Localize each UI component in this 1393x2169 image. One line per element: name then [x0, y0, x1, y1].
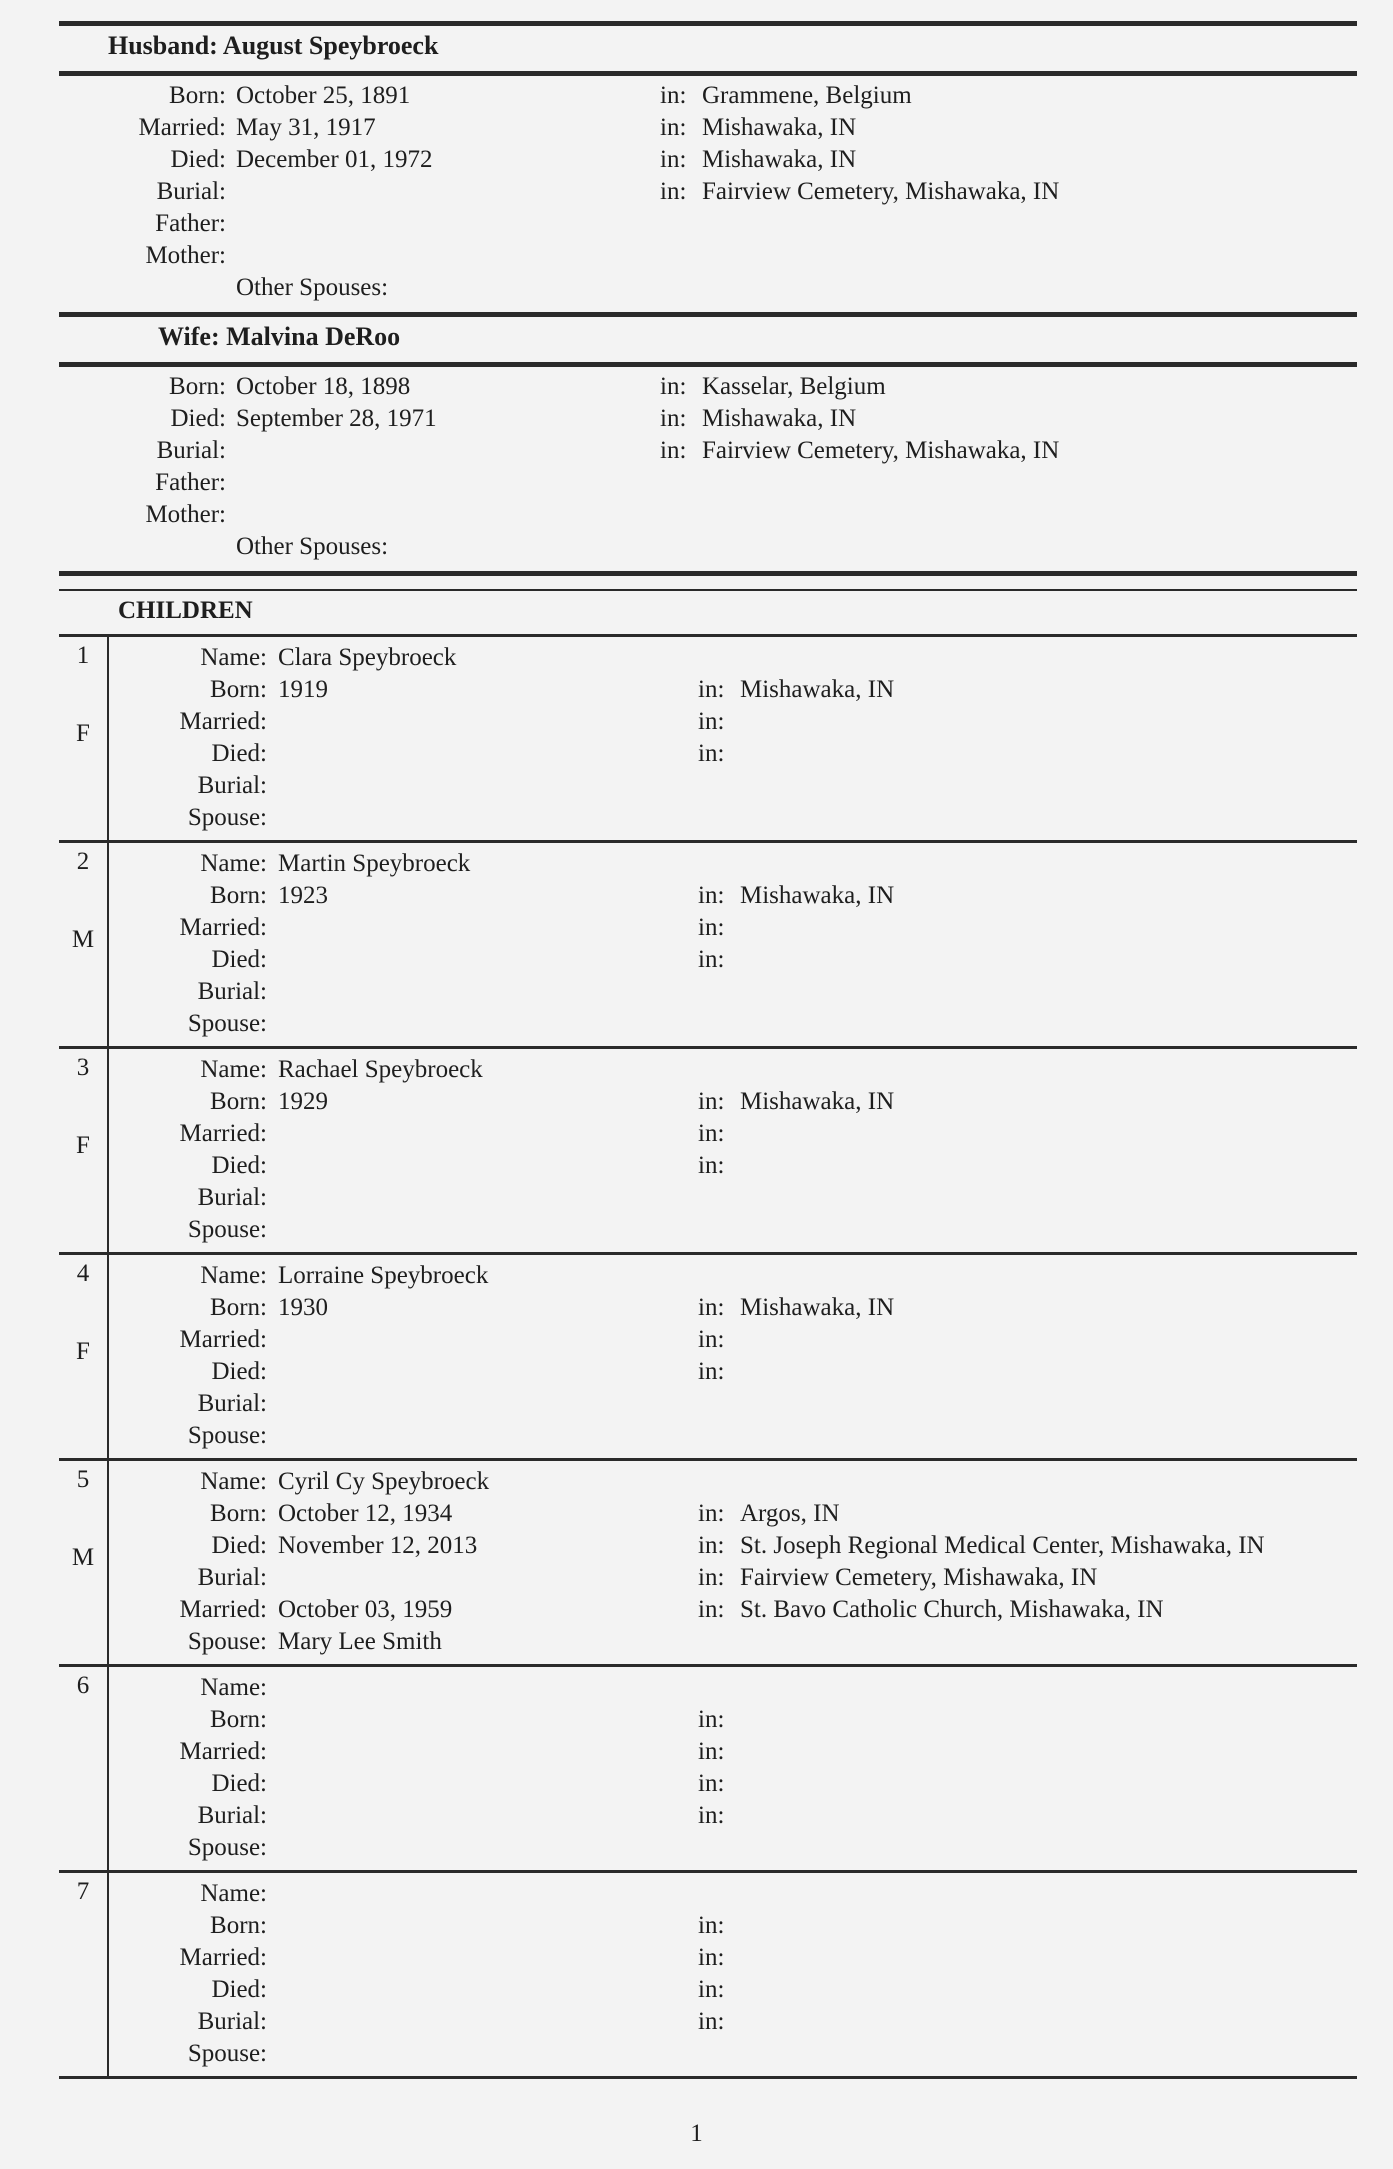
- husband-row-label: Burial:: [156, 178, 226, 205]
- child-row-in: in:: [698, 1358, 725, 1385]
- child-row-in: in:: [698, 1802, 725, 1829]
- child-row: [0, 1260, 1393, 1292]
- child-row: [0, 1832, 1393, 1864]
- child-row-place: Argos, IN: [740, 1500, 840, 1527]
- wife-row-label: Mother:: [145, 501, 226, 528]
- child-sex: M: [71, 926, 95, 953]
- husband-row-label: Died:: [170, 146, 226, 173]
- child-row: [0, 1466, 1393, 1498]
- child-row-value: 1929: [278, 1088, 328, 1115]
- child-row-place: St. Joseph Regional Medical Center, Mishawaka, IN: [740, 1532, 1265, 1559]
- child-row-in: in:: [698, 1564, 725, 1591]
- husband-row: [0, 208, 1393, 240]
- child-row-in: in:: [698, 708, 725, 735]
- child-row: [0, 1626, 1393, 1658]
- child-row-label: Born:: [210, 1088, 267, 1115]
- child-row-label: Name:: [200, 1880, 267, 1907]
- wife-row-place: Mishawaka, IN: [702, 405, 857, 432]
- wife-row-in: in:: [660, 405, 687, 432]
- child-row-in: in:: [698, 1944, 725, 1971]
- child-row-label: Spouse:: [187, 1216, 267, 1243]
- child-sex: F: [76, 1132, 90, 1159]
- child-row: [0, 706, 1393, 738]
- child-row-in: in:: [698, 1912, 725, 1939]
- child-sex: F: [76, 1338, 90, 1365]
- child-row-label: Burial:: [197, 1184, 267, 1211]
- child-row: [0, 1800, 1393, 1832]
- wife-row-label: Father:: [155, 469, 226, 496]
- child-row: [0, 1878, 1393, 1910]
- child-row: [0, 1118, 1393, 1150]
- child-row-label: Spouse:: [187, 2040, 267, 2067]
- child-row-in: in:: [698, 1596, 725, 1623]
- child-row: [0, 1768, 1393, 1800]
- child-row-label: Born:: [210, 676, 267, 703]
- child-row: [0, 848, 1393, 880]
- child-row: [0, 1054, 1393, 1086]
- husband-row: [0, 112, 1393, 144]
- child-bottom-rule: [59, 1046, 1357, 1049]
- child-row-label: Burial:: [197, 1390, 267, 1417]
- husband-row-in: in:: [660, 178, 687, 205]
- child-row: [0, 1530, 1393, 1562]
- children-top-rule-thick: [59, 571, 1357, 576]
- child-row-label: Spouse:: [187, 1422, 267, 1449]
- wife-bottom-rule: [59, 362, 1357, 367]
- child-row-in: in:: [698, 882, 725, 909]
- wife-row: [0, 499, 1393, 531]
- child-row: [0, 738, 1393, 770]
- child-row-in: in:: [698, 1326, 725, 1353]
- child-number: 1: [76, 642, 90, 669]
- child-row-label: Burial:: [197, 2008, 267, 2035]
- wife-row-in: in:: [660, 373, 687, 400]
- children-top-rule-thin: [59, 589, 1357, 591]
- child-row: [0, 642, 1393, 674]
- child-bottom-rule: [59, 1458, 1357, 1461]
- child-row: [0, 1498, 1393, 1530]
- husband-row-value: October 25, 1891: [236, 82, 411, 109]
- child-row: [0, 1292, 1393, 1324]
- child-row-value: Lorraine Speybroeck: [278, 1262, 489, 1289]
- child-row: [0, 1594, 1393, 1626]
- husband-row-place: Grammene, Belgium: [702, 82, 912, 109]
- children-heading: CHILDREN: [118, 597, 253, 624]
- child-row-in: in:: [698, 1770, 725, 1797]
- child-row-in: in:: [698, 1976, 725, 2003]
- child-row: [0, 944, 1393, 976]
- child-row: [0, 1736, 1393, 1768]
- child-row: [0, 1672, 1393, 1704]
- husband-name: August Speybroeck: [222, 31, 439, 60]
- child-row-value: 1930: [278, 1294, 328, 1321]
- page-number: 1: [690, 2120, 703, 2147]
- child-sex: F: [76, 720, 90, 747]
- child-row-label: Name:: [200, 850, 267, 877]
- husband-label: Husband:: [108, 31, 218, 60]
- child-row: [0, 802, 1393, 834]
- husband-row-label: Father:: [155, 210, 226, 237]
- child-number: 7: [76, 1878, 90, 1905]
- child-row-place: St. Bavo Catholic Church, Mishawaka, IN: [740, 1596, 1164, 1623]
- husband-row-in: in:: [660, 146, 687, 173]
- child-row-in: in:: [698, 1500, 725, 1527]
- child-row: [0, 674, 1393, 706]
- wife-header: [158, 322, 400, 352]
- child-number: 5: [76, 1466, 90, 1493]
- child-row: [0, 1388, 1393, 1420]
- child-row-label: Spouse:: [187, 1834, 267, 1861]
- child-row-value: Martin Speybroeck: [278, 850, 471, 877]
- child-row: [0, 1214, 1393, 1246]
- child-bottom-rule: [59, 840, 1357, 843]
- child-row-label: Spouse:: [187, 1010, 267, 1037]
- child-row-value: 1923: [278, 882, 328, 909]
- husband-row: [0, 144, 1393, 176]
- child-row-label: Died:: [211, 1770, 267, 1797]
- child-row-label: Name:: [200, 1674, 267, 1701]
- child-row-in: in:: [698, 676, 725, 703]
- child-row-in: in:: [698, 2008, 725, 2035]
- child-row-label: Burial:: [197, 1564, 267, 1591]
- child-number: 4: [76, 1260, 90, 1287]
- wife-row-label: Born:: [169, 373, 226, 400]
- child-row-in: in:: [698, 1294, 725, 1321]
- child-row-place: Mishawaka, IN: [740, 676, 895, 703]
- child-row-label: Died:: [211, 946, 267, 973]
- child-row: [0, 1420, 1393, 1452]
- child-row-value: Clara Speybroeck: [278, 644, 457, 671]
- child-row-label: Name:: [200, 644, 267, 671]
- child-number: 6: [76, 1672, 90, 1699]
- wife-label: Wife:: [158, 322, 220, 351]
- husband-row-label: Mother:: [145, 242, 226, 269]
- child-row-label: Married:: [179, 1738, 267, 1765]
- wife-row-place: Kasselar, Belgium: [702, 373, 886, 400]
- child-row-label: Born:: [210, 882, 267, 909]
- child-row-label: Married:: [179, 1596, 267, 1623]
- child-row-label: Born:: [210, 1912, 267, 1939]
- child-row-in: in:: [698, 1738, 725, 1765]
- child-row: [0, 976, 1393, 1008]
- wife-row: [0, 371, 1393, 403]
- wife-other-spouses: Other Spouses:: [236, 533, 389, 560]
- child-row: [0, 1942, 1393, 1974]
- child-row-in: in:: [698, 1152, 725, 1179]
- husband-row: [0, 80, 1393, 112]
- child-row-value: November 12, 2013: [278, 1532, 478, 1559]
- child-row: [0, 880, 1393, 912]
- wife-row-label: Died:: [170, 405, 226, 432]
- wife-top-rule: [59, 312, 1357, 317]
- child-row: [0, 1150, 1393, 1182]
- child-row-label: Spouse:: [187, 1628, 267, 1655]
- wife-row: [0, 467, 1393, 499]
- child-row: [0, 1086, 1393, 1118]
- wife-row-value: October 18, 1898: [236, 373, 411, 400]
- wife-row-label: Burial:: [156, 437, 226, 464]
- child-row: [0, 1910, 1393, 1942]
- husband-row-in: in:: [660, 82, 687, 109]
- wife-row-value: September 28, 1971: [236, 405, 437, 432]
- husband-row-label: Married:: [138, 114, 226, 141]
- child-row-label: Married:: [179, 708, 267, 735]
- child-row-place: Mishawaka, IN: [740, 1294, 895, 1321]
- child-row: [0, 1008, 1393, 1040]
- husband-row-value: December 01, 1972: [236, 146, 433, 173]
- husband-top-rule: [59, 21, 1357, 26]
- child-row-label: Married:: [179, 914, 267, 941]
- child-row: [0, 1974, 1393, 2006]
- child-row-in: in:: [698, 914, 725, 941]
- child-row: [0, 2006, 1393, 2038]
- child-sex: M: [71, 1544, 95, 1571]
- child-row-label: Died:: [211, 1358, 267, 1385]
- child-row-in: in:: [698, 1532, 725, 1559]
- child-bottom-rule: [59, 1870, 1357, 1873]
- child-row-value: Rachael Speybroeck: [278, 1056, 483, 1083]
- wife-row-place: Fairview Cemetery, Mishawaka, IN: [702, 437, 1060, 464]
- child-row: [0, 1704, 1393, 1736]
- husband-row-label: Born:: [169, 82, 226, 109]
- husband-row-place: Fairview Cemetery, Mishawaka, IN: [702, 178, 1060, 205]
- child-row-value: Mary Lee Smith: [278, 1628, 442, 1655]
- child-row-label: Name:: [200, 1468, 267, 1495]
- husband-bottom-rule: [59, 71, 1357, 76]
- child-row-value: October 03, 1959: [278, 1596, 453, 1623]
- child-row-label: Burial:: [197, 772, 267, 799]
- child-row-place: Mishawaka, IN: [740, 882, 895, 909]
- child-row-in: in:: [698, 740, 725, 767]
- child-row-label: Married:: [179, 1944, 267, 1971]
- child-row: [0, 1562, 1393, 1594]
- child-row-label: Spouse:: [187, 804, 267, 831]
- husband-header: [108, 31, 438, 61]
- wife-row-in: in:: [660, 437, 687, 464]
- child-row-in: in:: [698, 1088, 725, 1115]
- husband-row: [0, 240, 1393, 272]
- child-row-label: Burial:: [197, 1802, 267, 1829]
- child-row-label: Died:: [211, 740, 267, 767]
- husband-row-place: Mishawaka, IN: [702, 114, 857, 141]
- child-row: [0, 1182, 1393, 1214]
- child-row-place: Fairview Cemetery, Mishawaka, IN: [740, 1564, 1098, 1591]
- wife-row: [0, 435, 1393, 467]
- child-row-value: 1919: [278, 676, 328, 703]
- child-row-label: Died:: [211, 1976, 267, 2003]
- child-row-label: Burial:: [197, 978, 267, 1005]
- child-row-in: in:: [698, 1706, 725, 1733]
- child-row-label: Born:: [210, 1706, 267, 1733]
- child-row: [0, 1356, 1393, 1388]
- child-row: [0, 1324, 1393, 1356]
- child-row: [0, 770, 1393, 802]
- child-row-value: Cyril Cy Speybroeck: [278, 1468, 490, 1495]
- child-row-label: Died:: [211, 1532, 267, 1559]
- child-row-label: Married:: [179, 1120, 267, 1147]
- husband-row-value: May 31, 1917: [236, 114, 376, 141]
- husband-row-place: Mishawaka, IN: [702, 146, 857, 173]
- child-row-value: October 12, 1934: [278, 1500, 453, 1527]
- husband-row-in: in:: [660, 114, 687, 141]
- child-number: 3: [76, 1054, 90, 1081]
- child-row-label: Married:: [179, 1326, 267, 1353]
- child-row-label: Died:: [211, 1152, 267, 1179]
- child-bottom-rule: [59, 1252, 1357, 1255]
- child-row-place: Mishawaka, IN: [740, 1088, 895, 1115]
- wife-row: [0, 403, 1393, 435]
- child-row-in: in:: [698, 1120, 725, 1147]
- children-heading-rule: [59, 634, 1357, 637]
- husband-other-spouses: Other Spouses:: [236, 274, 389, 301]
- child-bottom-rule: [59, 1664, 1357, 1667]
- wife-name: Malvina DeRoo: [226, 322, 401, 351]
- husband-row: [0, 176, 1393, 208]
- child-row-label: Name:: [200, 1262, 267, 1289]
- child-row-label: Born:: [210, 1294, 267, 1321]
- child-row: [0, 912, 1393, 944]
- child-row: [0, 2038, 1393, 2070]
- child-row-label: Born:: [210, 1500, 267, 1527]
- child-row-in: in:: [698, 946, 725, 973]
- child-bottom-rule: [59, 2076, 1357, 2079]
- child-number: 2: [76, 848, 90, 875]
- child-row-label: Name:: [200, 1056, 267, 1083]
